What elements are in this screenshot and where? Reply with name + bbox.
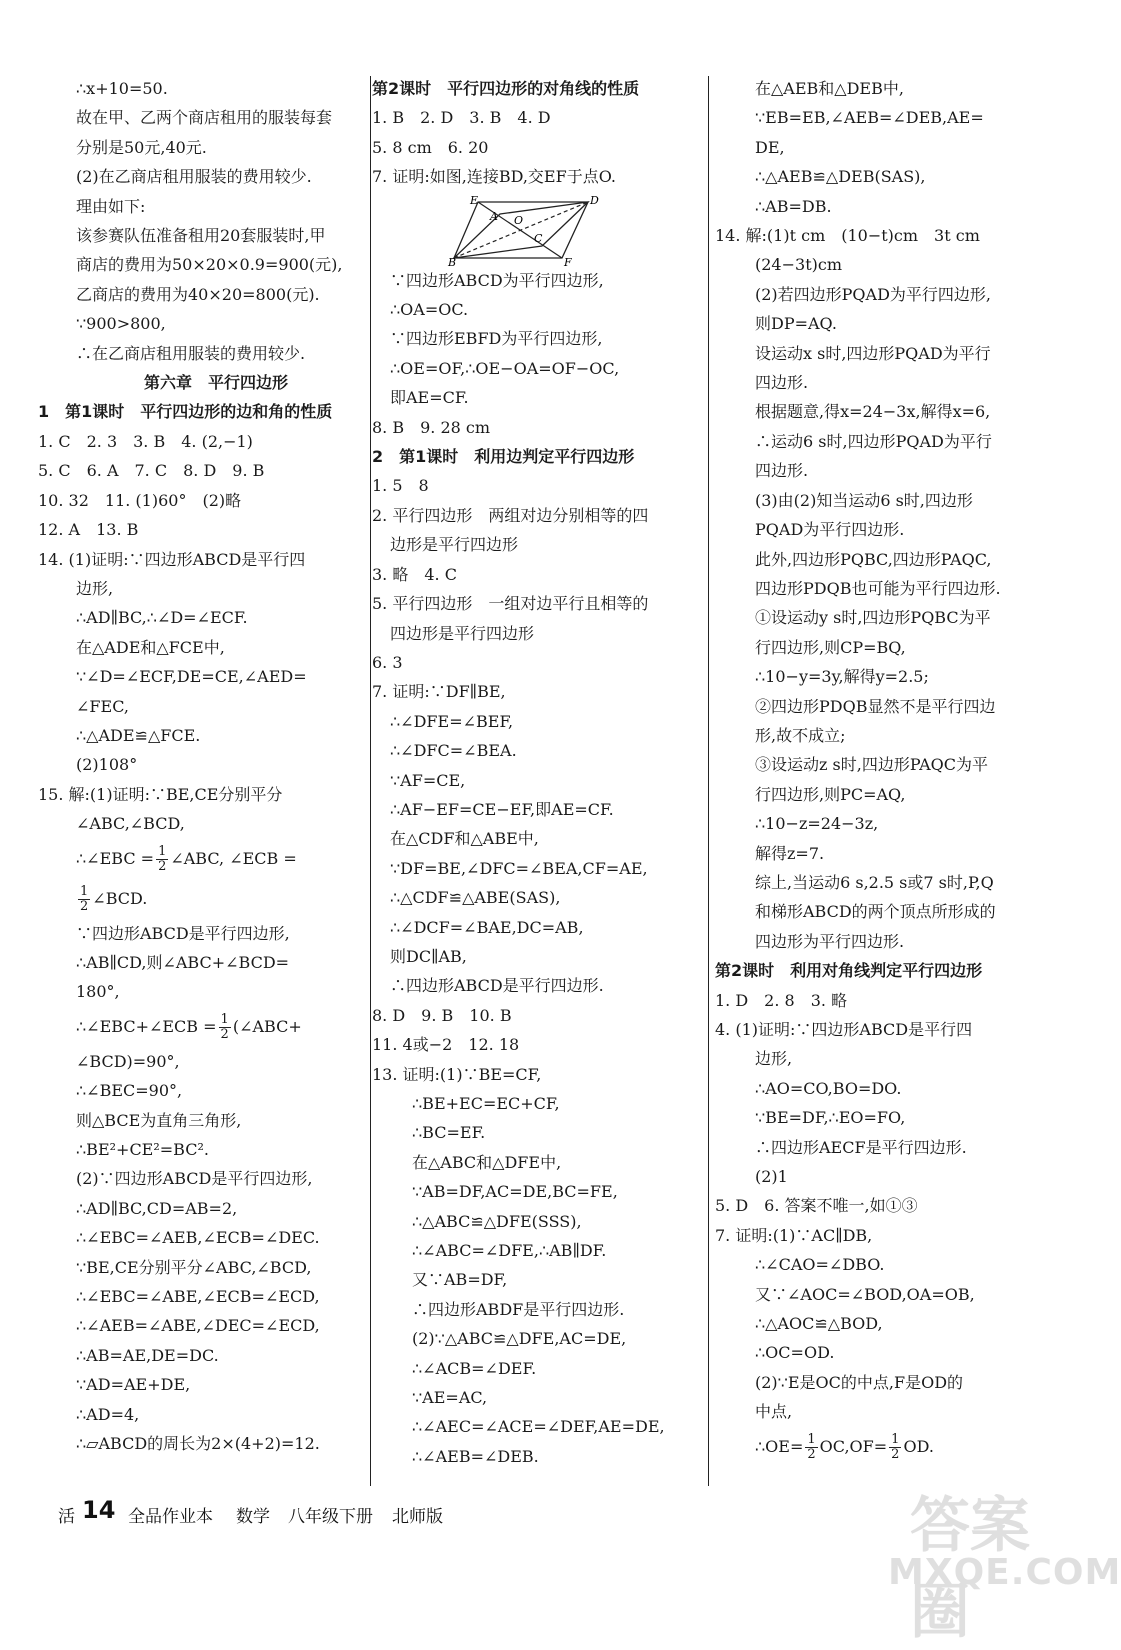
fraction-line bbox=[58, 839, 374, 879]
answer-line: 1. C 2. 3 3. B 4. (2,−1) bbox=[38, 431, 253, 451]
text-line: ∴AD∥BC,∴∠D=∠ECF. bbox=[76, 608, 248, 628]
text-line: 和梯形ABCD的两个顶点所形成的 bbox=[755, 902, 996, 922]
text-line: DE, bbox=[755, 137, 785, 157]
parallelogram-figure bbox=[448, 193, 600, 269]
text-line: (2)在乙商店租用服装的费用较少. bbox=[76, 167, 312, 187]
text-segment: ∠ABC, ∠ECB = bbox=[170, 848, 297, 868]
text-line: ∴OA=OC. bbox=[390, 300, 469, 320]
column-divider bbox=[708, 76, 709, 1486]
text-line: ∴四边形ABCD是平行四边形. bbox=[390, 976, 604, 996]
text-line: ∵DF=BE,∠DFC=∠BEA,CF=AE, bbox=[390, 858, 648, 878]
text-line: ∵四边形ABCD为平行四边形, bbox=[390, 270, 604, 290]
text-line: ∴OC=OD. bbox=[755, 1343, 835, 1363]
column-left bbox=[38, 74, 374, 1458]
page-number: 14 bbox=[82, 1496, 116, 1524]
text-line: (3)由(2)知当运动6 s时,四边形 bbox=[755, 490, 973, 510]
text-line: 此外,四边形PQBC,四边形PAQC, bbox=[755, 549, 992, 569]
text-line: (2)1 bbox=[755, 1167, 788, 1187]
text-segment: ∴OE= bbox=[755, 1436, 804, 1456]
text-line: 又∵∠AOC=∠BOD,OA=OB, bbox=[755, 1284, 975, 1304]
section-heading: 第2课时 利用对角线判定平行四边形 bbox=[715, 961, 983, 981]
text-line: ∴BE²+CE²=BC². bbox=[76, 1140, 209, 1159]
text-line: ②四边形PDQB显然不是平行四边 bbox=[755, 696, 996, 716]
text-line: 在△AEB和△DEB中, bbox=[755, 79, 904, 98]
answer-line: 1. 5 8 bbox=[372, 476, 429, 496]
text-line: ∴x+10=50. bbox=[76, 79, 168, 98]
text-line: 理由如下: bbox=[76, 196, 146, 216]
label-e: E bbox=[470, 193, 479, 207]
label-f: F bbox=[564, 255, 572, 269]
text-line: ∴△CDF≌△ABE(SAS), bbox=[390, 888, 561, 908]
text-line: ∵四边形ABCD是平行四边形, bbox=[76, 923, 290, 943]
text-line: 在△ABC和△DFE中, bbox=[412, 1152, 562, 1172]
text-line: ∵EB=EB,∠AEB=∠DEB,AE= bbox=[755, 108, 984, 128]
column-divider bbox=[370, 76, 371, 1486]
text-line: 在△CDF和△ABE中, bbox=[390, 829, 539, 849]
text-line: ∴∠DFE=∠BEF, bbox=[390, 711, 514, 731]
text-line: 行四边形,则CP=BQ, bbox=[755, 637, 906, 657]
text-line: 行四边形,则PC=AQ, bbox=[755, 784, 906, 804]
watermark-logo: 答案圈 bbox=[910, 1491, 1030, 1647]
text-line: ∴AF−EF=CE−EF,即AE=CF. bbox=[390, 799, 614, 819]
text-line: ∠FEC, bbox=[76, 696, 129, 716]
answer-line: 5. D 6. 答案不唯一,如①③ bbox=[715, 1196, 918, 1216]
answer-line: 7. 证明:∵DF∥BE, bbox=[372, 682, 506, 702]
text-line: ∴∠EBC=∠ABE,∠ECB=∠ECD, bbox=[76, 1287, 320, 1307]
text-line: ∴△ABC≌△DFE(SSS), bbox=[412, 1211, 582, 1231]
label-b: B bbox=[448, 255, 457, 269]
text-line: ∴∠AEC=∠ACE=∠DEF,AE=DE, bbox=[412, 1417, 665, 1437]
label-a: A bbox=[490, 209, 498, 223]
text-line: 四边形. bbox=[755, 373, 809, 393]
text-line: 则DC∥AB, bbox=[390, 946, 467, 966]
fraction-line bbox=[58, 1007, 374, 1047]
text-line: ∴∠AEB=∠DEB. bbox=[412, 1446, 539, 1466]
text-segment: OC,OF= bbox=[819, 1436, 888, 1456]
text-line: 边形是平行四边形 bbox=[390, 535, 519, 555]
text-line: ∵AB=DF,AC=DE,BC=FE, bbox=[412, 1182, 618, 1202]
answer-line: 10. 32 11. (1)60° (2)略 bbox=[38, 490, 242, 510]
text-line: ∴∠AEB=∠ABE,∠DEC=∠ECD, bbox=[76, 1316, 320, 1336]
text-line: 在△ADE和△FCE中, bbox=[76, 637, 225, 657]
watermark-url: MXQE.COM bbox=[888, 1552, 1121, 1593]
edition: 北师版 bbox=[392, 1507, 443, 1527]
text-line: 则△BCE为直角三角形, bbox=[76, 1110, 242, 1130]
text-line: ∵BE,CE分别平分∠ABC,∠BCD, bbox=[76, 1257, 312, 1277]
answer-line: 5. 平行四边形 一组对边平行且相等的 bbox=[372, 594, 649, 614]
label-c: C bbox=[534, 231, 543, 245]
fraction: $\frac{1}{2}$ bbox=[807, 1431, 816, 1462]
text-line: ∴▱ABCD的周长为2×(4+2)=12. bbox=[76, 1434, 320, 1454]
section-heading: 第2课时 平行四边形的对角线的性质 bbox=[372, 79, 640, 98]
text-line: ∴AB=DB. bbox=[755, 196, 832, 216]
answer-line: 15. 解:(1)证明:∵BE,CE分别平分 bbox=[38, 784, 283, 804]
text-segment: ∠BCD. bbox=[92, 888, 148, 908]
section-heading: 2 第1课时 利用边判定平行四边形 bbox=[372, 447, 635, 467]
text-line: ∴四边形ABDF是平行四边形. bbox=[412, 1299, 625, 1319]
text-line: 故在甲、乙两个商店租用的服装每套 bbox=[76, 108, 333, 128]
answer-line: 3. 略 4. C bbox=[372, 564, 457, 584]
text-line: ∵900>800, bbox=[76, 314, 166, 334]
answer-line: 7. 证明:(1)∵AC∥DB, bbox=[715, 1225, 873, 1245]
text-line: ∴AB∥CD,则∠ABC+∠BCD= bbox=[76, 952, 290, 972]
text-line: 解得z=7. bbox=[755, 843, 825, 863]
text-segment: OD. bbox=[903, 1436, 934, 1456]
answer-line: 6. 3 bbox=[372, 652, 403, 672]
label-d: D bbox=[590, 193, 599, 207]
answer-line: 7. 证明:如图,连接BD,交EF于点O. bbox=[372, 167, 616, 187]
footer-prefix: 活 bbox=[58, 1507, 75, 1527]
column-middle bbox=[372, 74, 707, 1471]
answer-line: 8. D 9. B 10. B bbox=[372, 1005, 512, 1025]
text-line: ∴10−z=24−3z, bbox=[755, 814, 879, 834]
fraction-line bbox=[715, 1427, 1055, 1467]
text-line: ∴△AEB≌△DEB(SAS), bbox=[755, 167, 926, 187]
answer-line: 1. D 2. 8 3. 略 bbox=[715, 990, 848, 1010]
text-line: ∴在乙商店租用服装的费用较少. bbox=[76, 343, 306, 363]
text-line: ①设运动y s时,四边形PQBC为平 bbox=[755, 608, 991, 628]
page-footer bbox=[58, 1496, 678, 1532]
text-line: 四边形是平行四边形 bbox=[390, 623, 535, 643]
text-segment: ∴∠EBC+∠ECB = bbox=[76, 1016, 217, 1036]
answer-line: 13. 证明:(1)∵BE=CF, bbox=[372, 1064, 542, 1084]
text-line: ∴BE+EC=EC+CF, bbox=[412, 1094, 560, 1113]
text-line: 根据题意,得x=24−3x,解得x=6, bbox=[755, 402, 991, 422]
text-line: ∴△AOC≌△BOD, bbox=[755, 1314, 883, 1334]
text-line: (2)∵四边形ABCD是平行四边形, bbox=[76, 1169, 313, 1189]
text-line: ∵AD=AE+DE, bbox=[76, 1375, 191, 1395]
answer-line: 1. B 2. D 3. B 4. D bbox=[372, 108, 551, 128]
text-line: 综上,当运动6 s,2.5 s或7 s时,P,Q bbox=[755, 872, 994, 892]
text-line: 又∵AB=DF, bbox=[412, 1270, 508, 1290]
answer-line: 5. C 6. A 7. C 8. D 9. B bbox=[38, 461, 265, 481]
text-line: 即AE=CF. bbox=[390, 388, 469, 408]
answer-line: 11. 4或−2 12. 18 bbox=[372, 1035, 520, 1055]
text-line: (24−3t)cm bbox=[755, 255, 842, 275]
fraction: $\frac{1}{2}$ bbox=[220, 1011, 229, 1042]
text-line: 分别是50元,40元. bbox=[76, 137, 207, 157]
text-line: 边形, bbox=[76, 578, 114, 598]
answer-line: 2. 平行四边形 两组对边分别相等的四 bbox=[372, 505, 649, 525]
watermark bbox=[880, 1478, 1121, 1647]
text-line: 四边形. bbox=[755, 461, 809, 481]
text-line: ③设运动z s时,四边形PAQC为平 bbox=[755, 755, 989, 775]
section-heading: 1 第1课时 平行四边形的边和角的性质 bbox=[38, 402, 333, 422]
text-segment: ∴∠EBC = bbox=[76, 848, 155, 868]
text-line: ∴∠DFC=∠BEA. bbox=[390, 741, 517, 761]
text-line: 四边形为平行四边形. bbox=[755, 931, 905, 951]
text-line: ∴AB=AE,DE=DC. bbox=[76, 1345, 219, 1365]
text-line: 该参赛队伍准备租用20套服装时,甲 bbox=[76, 226, 326, 246]
text-line: ∴∠EBC=∠AEB,∠ECB=∠DEC. bbox=[76, 1228, 320, 1248]
text-line: PQAD为平行四边形. bbox=[755, 520, 905, 540]
grade: 八年级下册 bbox=[288, 1507, 373, 1527]
text-line: ∵AF=CE, bbox=[390, 770, 466, 790]
text-line: 边形, bbox=[755, 1049, 793, 1069]
text-line: ∴∠ACB=∠DEF. bbox=[412, 1358, 537, 1378]
text-line: ∴AD=4, bbox=[76, 1404, 140, 1424]
text-line: ∴△ADE≌△FCE. bbox=[76, 725, 201, 745]
label-o: O bbox=[514, 213, 524, 227]
text-segment: (∠ABC+ bbox=[232, 1016, 302, 1036]
text-line: ∴四边形AECF是平行四边形. bbox=[755, 1137, 967, 1157]
text-line: 乙商店的费用为40×20=800(元). bbox=[76, 284, 320, 304]
fraction-line bbox=[58, 879, 374, 919]
text-line: ∴AO=CO,BO=DO. bbox=[755, 1078, 902, 1098]
text-line: ∴OE=OF,∴OE−OA=OF−OC, bbox=[390, 358, 620, 378]
text-line: 设运动x s时,四边形PQAD为平行 bbox=[755, 343, 991, 363]
text-line: 中点, bbox=[755, 1402, 793, 1422]
answer-line: 4. (1)证明:∵四边形ABCD是平行四 bbox=[715, 1020, 973, 1039]
column-right bbox=[715, 74, 1055, 1467]
fraction: $\frac{1}{2}$ bbox=[891, 1431, 900, 1462]
text-line: ∴∠CAO=∠DBO. bbox=[755, 1255, 885, 1275]
text-line: ∵BE=DF,∴EO=FO, bbox=[755, 1108, 906, 1128]
fraction: $\frac{1}{2}$ bbox=[158, 843, 167, 874]
text-line: 则DP=AQ. bbox=[755, 314, 837, 334]
text-line: (2)108° bbox=[76, 755, 138, 775]
answer-line: 14. 解:(1)t cm (10−t)cm 3t cm bbox=[715, 226, 980, 246]
text-line: 形,故不成立; bbox=[755, 725, 846, 745]
text-line: ∵四边形EBFD为平行四边形, bbox=[390, 329, 603, 349]
answer-line: 5. 8 cm 6. 20 bbox=[372, 137, 489, 157]
subject: 数学 bbox=[236, 1507, 270, 1527]
text-line: (2)∵E是OC的中点,F是OD的 bbox=[755, 1372, 964, 1392]
text-line: ∴∠ABC=∠DFE,∴AB∥DF. bbox=[412, 1241, 607, 1261]
text-line: (2)若四边形PQAD为平行四边形, bbox=[755, 284, 992, 304]
text-line: 商店的费用为50×20×0.9=900(元), bbox=[76, 255, 343, 275]
book-title: 全品作业本 bbox=[128, 1507, 213, 1527]
text-line: ∠ABC,∠BCD, bbox=[76, 814, 185, 834]
text-line: ∵∠D=∠ECF,DE=CE,∠AED= bbox=[76, 667, 307, 687]
answer-line: 12. A 13. B bbox=[38, 520, 139, 540]
text-line: ∴∠DCF=∠BAE,DC=AB, bbox=[390, 917, 584, 937]
chapter-heading: 第六章 平行四边形 bbox=[143, 373, 288, 393]
text-line: 四边形PDQB也可能为平行四边形. bbox=[755, 578, 1001, 598]
text-line: ∴∠BEC=90°, bbox=[76, 1081, 183, 1101]
text-line: ∠BCD)=90°, bbox=[76, 1051, 180, 1071]
text-line: ∴10−y=3y,解得y=2.5; bbox=[755, 667, 929, 687]
text-line: (2)∵△ABC≌△DFE,AC=DE, bbox=[412, 1329, 627, 1349]
text-line: ∴运动6 s时,四边形PQAD为平行 bbox=[755, 431, 992, 451]
fraction: $\frac{1}{2}$ bbox=[80, 883, 89, 914]
text-line: ∴AD∥BC,CD=AB=2, bbox=[76, 1198, 238, 1218]
answer-line: 8. B 9. 28 cm bbox=[372, 417, 491, 437]
text-line: 180°, bbox=[76, 982, 120, 1002]
text-line: ∴BC=EF. bbox=[412, 1123, 486, 1143]
answer-line: 14. (1)证明:∵四边形ABCD是平行四 bbox=[38, 549, 306, 569]
text-line: ∵AE=AC, bbox=[412, 1388, 488, 1408]
